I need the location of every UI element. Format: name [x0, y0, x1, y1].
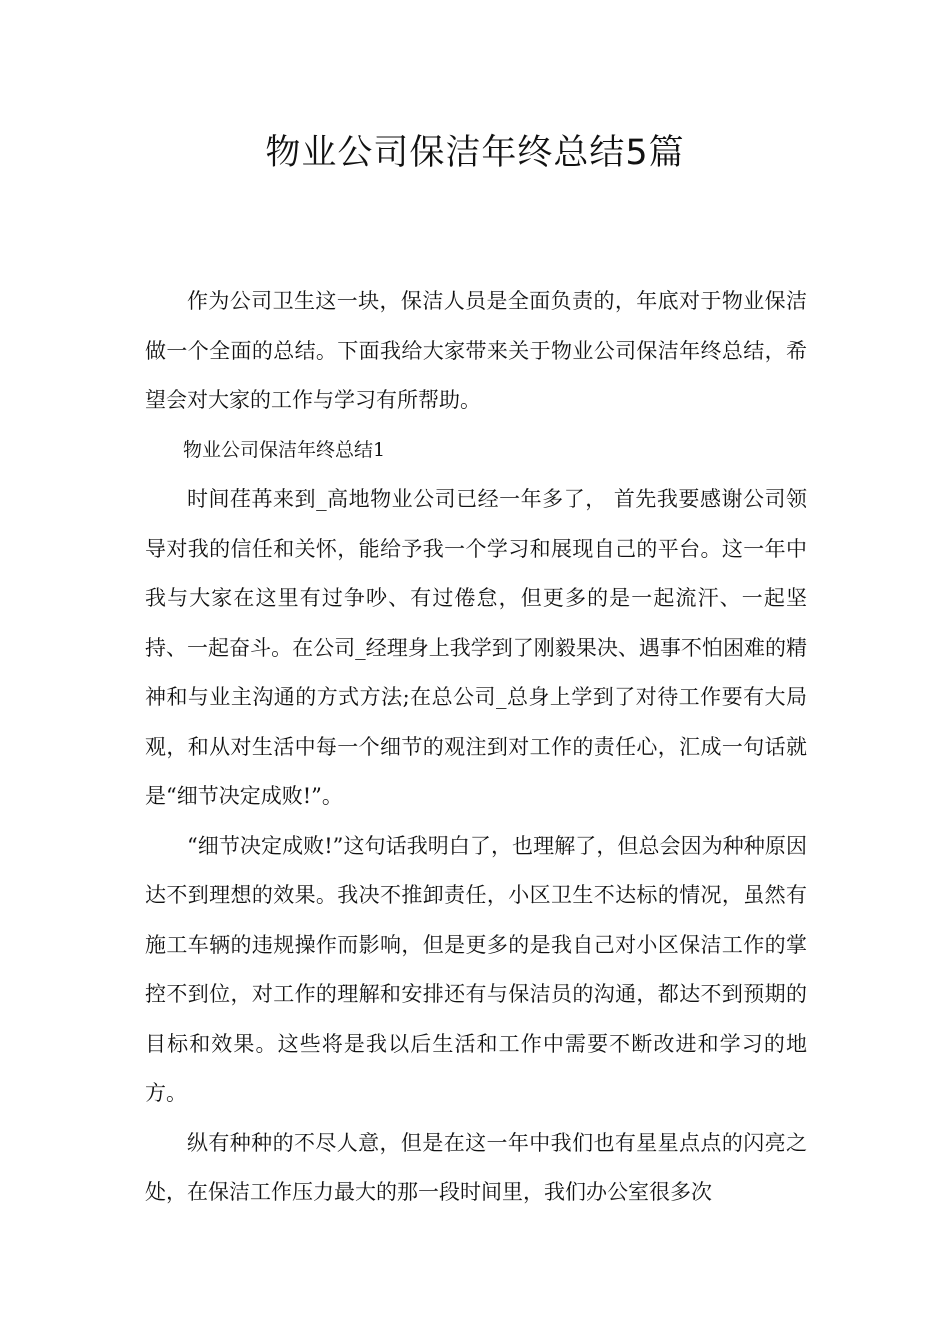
- document-body: [145, 277, 807, 1218]
- body-paragraph-1: 时间荏苒来到_高地物业公司已经一年多了， 首先我要感谢公司领导对我的信任和关怀，能给予我一个学习和展现自己的平台。这一年中我与大家在这里有过争吵、有过倦怠，但更多的是一起流汗、一起坚持、一起奋斗。在公司_经理身上我学到了刚毅果决、遇事不怕困难的精神和与业主沟通的方式方法;在总公司_总身上学到了对待工作要有大局观，和从对生活中每一个细节的观注到对工作的责任心，汇成一句话就是“细节决定成败!”。: [145, 487, 807, 808]
- body-paragraph-2: “细节决定成败!”这句话我明白了，也理解了，但总会因为种种原因达不到理想的效果。我决不推卸责任，小区卫生不达标的情况，虽然有施工车辆的违规操作而影响，但是更多的是我自己对小区保洁工作的掌控不到位，对工作的理解和安排还有与保洁员的沟通，都达不到预期的目标和效果。这些将是我以后生活和工作中需要不断改进和学习的地方。: [145, 833, 807, 1105]
- body-paragraph-3: 纵有种种的不尽人意，但是在这一年中我们也有星星点点的闪亮之处，在保洁工作压力最大的那一段时间里，我们办公室很多次: [145, 1130, 807, 1204]
- intro-paragraph: 作为公司卫生这一块，保洁人员是全面负责的，年底对于物业保洁做一个全面的总结。下面我给大家带来关于物业公司保洁年终总结，希望会对大家的工作与学习有所帮助。: [145, 289, 807, 412]
- section-heading: 物业公司保洁年终总结1: [183, 438, 386, 461]
- document-title: 物业公司保洁年终总结5篇: [265, 133, 685, 173]
